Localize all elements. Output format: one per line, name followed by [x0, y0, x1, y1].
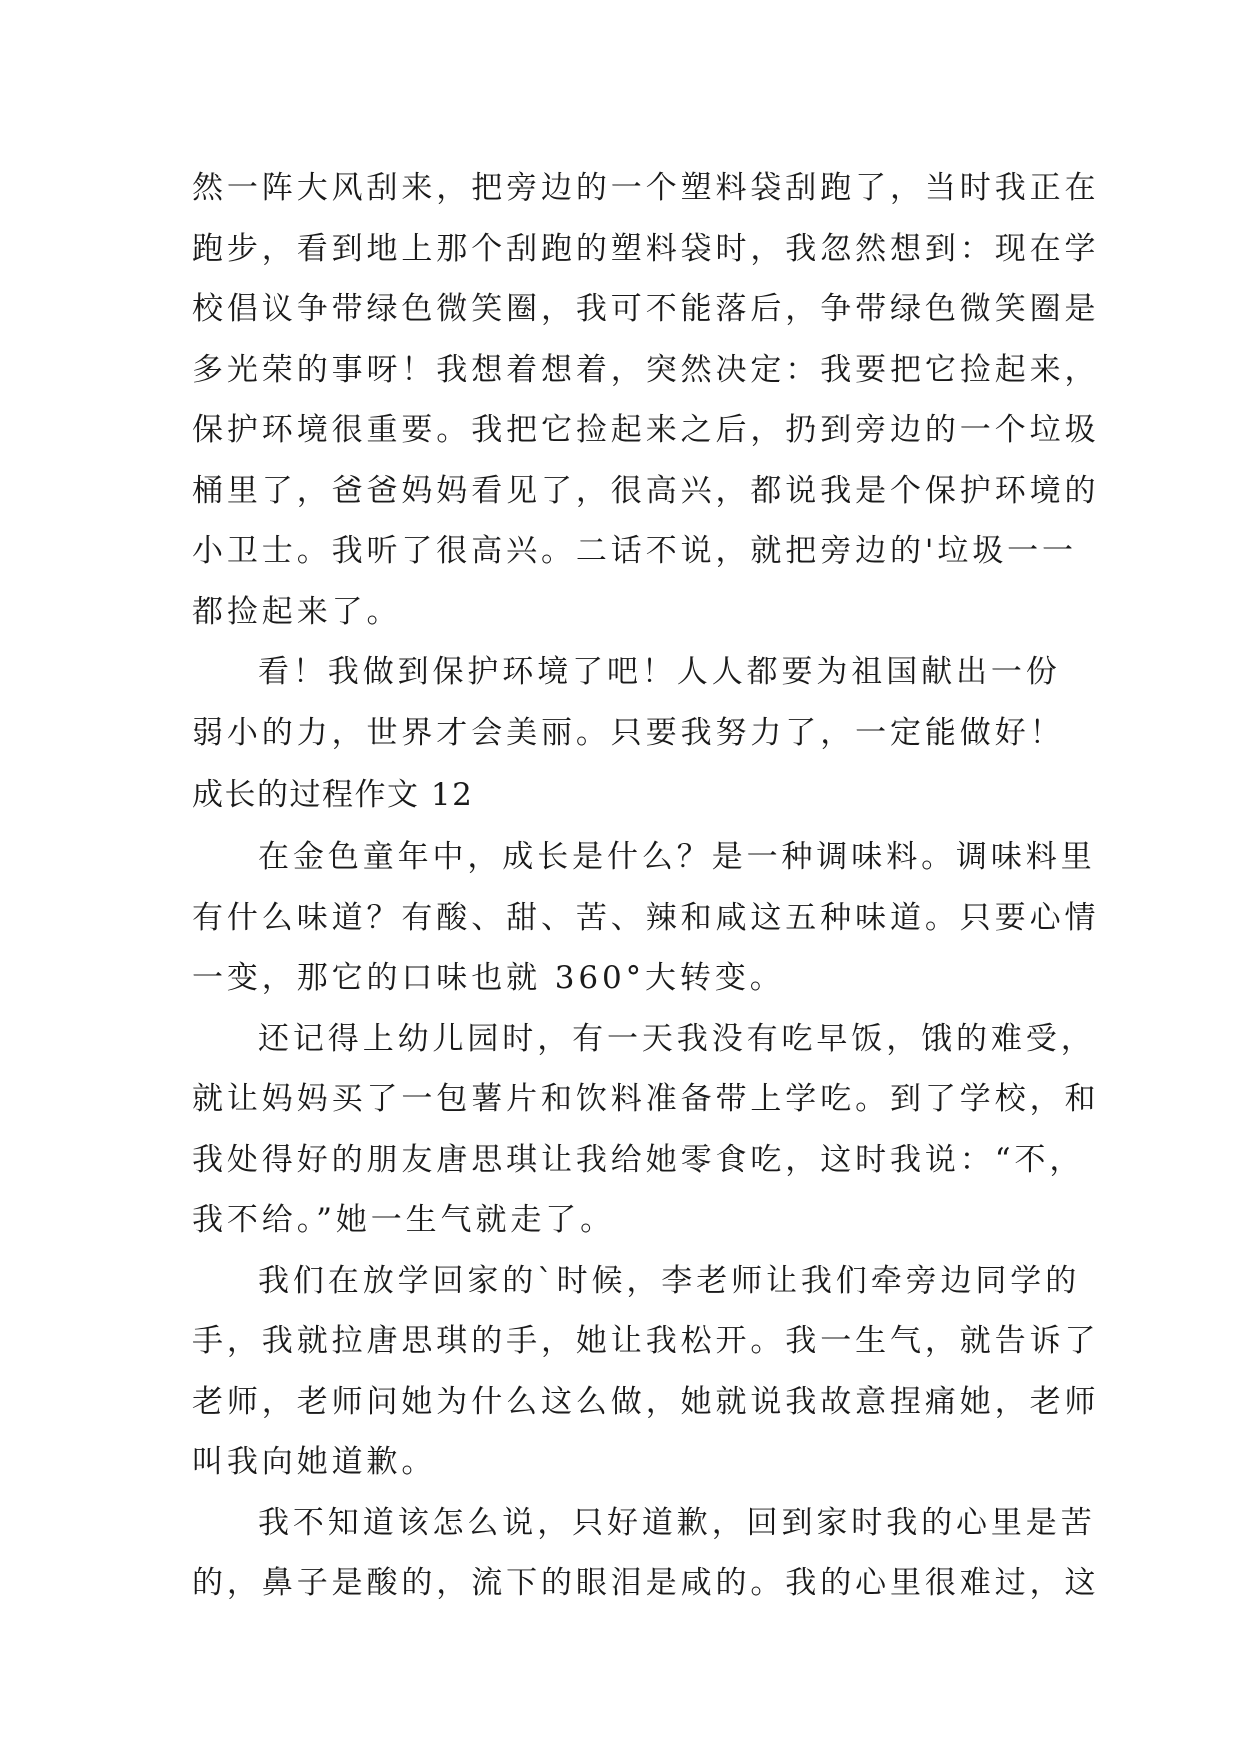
text-line: 多光荣的事呀！我想着想着，突然决定：我要把它捡起来，	[192, 351, 1100, 388]
text-line: 然一阵大风刮来，把旁边的一个塑料袋刮跑了，当时我正在	[192, 170, 1100, 206]
text-line: 还记得上幼儿园时，有一天我没有吃早饭，饿的难受，	[258, 1020, 1096, 1057]
text-line: 老师，老师问她为什么这么做，她就说我故意捏痛她，老师	[192, 1383, 1100, 1420]
text-line: 我处得好的朋友唐思琪让我给她零食吃，这时我说：“不，	[192, 1141, 1085, 1178]
text-line: 有什么味道？有酸、甜、苦、辣和咸这五种味道。只要心情	[192, 899, 1100, 936]
text-line: 手，我就拉唐思琪的手，她让我松开。我一生气，就告诉了	[192, 1323, 1100, 1359]
text-line: 跑步，看到地上那个刮跑的塑料袋时，我忽然想到：现在学	[192, 230, 1100, 267]
text-line: 都捡起来了。	[192, 593, 402, 630]
text-line: 看！我做到保护环境了吧！人人都要为祖国献出一份	[258, 654, 1061, 690]
text-line: 在金色童年中，成长是什么？是一种调味料。调味料里	[258, 839, 1096, 875]
text-line: 我们在放学回家的`时候，李老师让我们牵旁边同学的	[258, 1262, 1081, 1299]
text-line: 的，鼻子是酸的，流下的眼泪是咸的。我的心里很难过，这	[192, 1565, 1100, 1601]
text-line: 校倡议争带绿色微笑圈，我可不能落后，争带绿色微笑圈是	[192, 291, 1100, 327]
text-line: 我不知道该怎么说，只好道歉，回到家时我的心里是苦	[258, 1504, 1096, 1541]
text-line: 叫我向她道歉。	[192, 1444, 437, 1480]
text-line: 弱小的力，世界才会美丽。只要我努力了，一定能做好！	[192, 714, 1065, 751]
text-line: 我不给。”她一生气就走了。	[192, 1202, 616, 1238]
essay-body	[192, 158, 1100, 1614]
text-line: 桶里了，爸爸妈妈看见了，很高兴，都说我是个保护环境的	[192, 472, 1100, 509]
text-line: 小卫士。我听了很高兴。二话不说，就把旁边的'垃圾一一	[192, 533, 1077, 569]
text-line: 一变，那它的口味也就 360°大转变。	[192, 960, 785, 996]
text-line: 保护环境很重要。我把它捡起来之后，扔到旁边的一个垃圾	[192, 412, 1100, 448]
text-line: 就让妈妈买了一包薯片和饮料准备带上学吃。到了学校，和	[192, 1081, 1100, 1117]
section-heading: 成长的过程作文 12	[192, 777, 474, 813]
